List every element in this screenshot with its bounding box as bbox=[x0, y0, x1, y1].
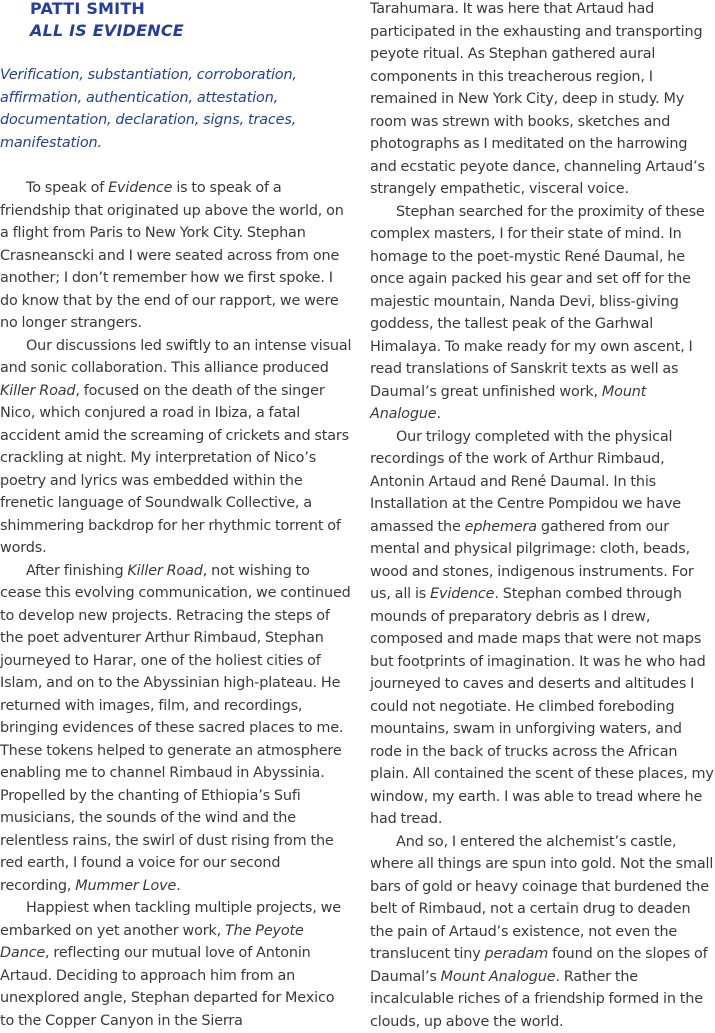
paragraph-4-continued: Tarahumara. It was here that Artaud had participated in the exhausting and transporting peyote ritual. As Stephan gathered aural components in this treacherous region, I remained in New York City, deep in study. My room was strewn with books, sketches and photographs as I meditated on the harrowing and ecstatic peyote dance, channeling Artaud’s strangely empathetic, visceral voice. bbox=[370, 0, 715, 201]
paragraph-2: Our discussions led swiftly to an intense visual and sonic collaboration. This alliance produced Killer Road, focused on the death of the singer Nico, which conjured a road in Ibiza, a fatal accident amid the screaming of crickets and stars crackling at night. My interpretation of Nico’s poetry and lyrics was embedded within the frenetic language of Soundwalk Collective, a shimmering backdrop for her rhythmic torrent of words. bbox=[0, 335, 352, 560]
paragraph-1: To speak of Evidence is to speak of a friendship that originated up above the world, on a flight from Paris to New York City. Stephan Crasneanscki and I were seated across from one another; I don’t remember how we first spoke. I do know that by the end of our rapport, we were no longer strangers. bbox=[0, 177, 352, 335]
paragraph-6: Our trilogy completed with the physical recordings of the work of Arthur Rimbaud, Antonin Artaud and René Daumal. In this Installation at the Centre Pompidou we have amassed the ephemera gathered from our mental and physical pilgrimage: cloth, beads, wood and stones, indigenous instruments. For us, all is Evidence. Stephan combed through mounds of preparatory debris as I drew, composed and made maps that were not maps but footprints of imagination. It was he who had journeyed to caves and deserts and altitudes I could not negotiate. He climbed foreboding mountains, swam in unforgiving waters, and rode in the back of trucks across the African plain. All contained the scent of these places, my window, my earth. I was able to tread where he had tread. bbox=[370, 426, 715, 831]
paragraph-3: After finishing Killer Road, not wishing to cease this evolving communication, we continued to develop new projects. Retracing the steps of the poet adventurer Arthur Rimbaud, Stephan journeyed to Harar, one of the holiest cities of Islam, and on to the Abyssinian high-plateau. He returned with images, film, and recordings, bringing evidences of these sacred places to me. These tokens helped to generate an atmosphere enabling me to channel Rimbaud in Abyssinia. Propelled by the chanting of Ethiopia’s Sufi musicians, the sounds of the wind and the relentless rains, the swirl of dust rising from the red earth, I found a voice for our second recording, Mummer Love. bbox=[0, 560, 352, 898]
right-column bbox=[370, 0, 715, 1033]
paragraph-7: And so, I entered the alchemist’s castle, where all things are spun into gold. Not the small bars of gold or heavy coinage that burdened the belt of Rimbaud, not a certain drug to deaden the pain of Artaud’s existence, not even the translucent tiny peradam found on the slopes of Daumal’s Mount Analogue. Rather the incalculable riches of a friendship formed in the clouds, up above the world. bbox=[370, 831, 715, 1033]
paragraph-5: Stephan searched for the proximity of these complex masters, I for their state of mind. In homage to the poet-mystic René Daumal, he once again packed his gear and set off for the majestic mountain, Nanda Devi, bliss-giving goddess, the tallest peak of the Garhwal Himalaya. To make ready for my own ascent, I read translations of Sanskrit texts as well as Daumal’s great unfinished work, Mount Analogue. bbox=[370, 201, 715, 426]
epigraph: Verification, substantiation, corroboration, affirmation, authentication, attestation, documentation, declaration, signs, traces, manifestation. bbox=[0, 64, 352, 154]
paragraph-4: Happiest when tackling multiple projects, we embarked on yet another work, The Peyote Dance, reflecting our mutual love of Antonin Artaud. Deciding to approach him from an unexplored angle, Stephan departed for Mexico to the Copper Canyon in the Sierra bbox=[0, 897, 352, 1032]
essay-title: ALL IS EVIDENCE bbox=[30, 20, 352, 42]
left-column bbox=[0, 0, 352, 1032]
author-name: PATTI SMITH bbox=[30, 0, 352, 20]
